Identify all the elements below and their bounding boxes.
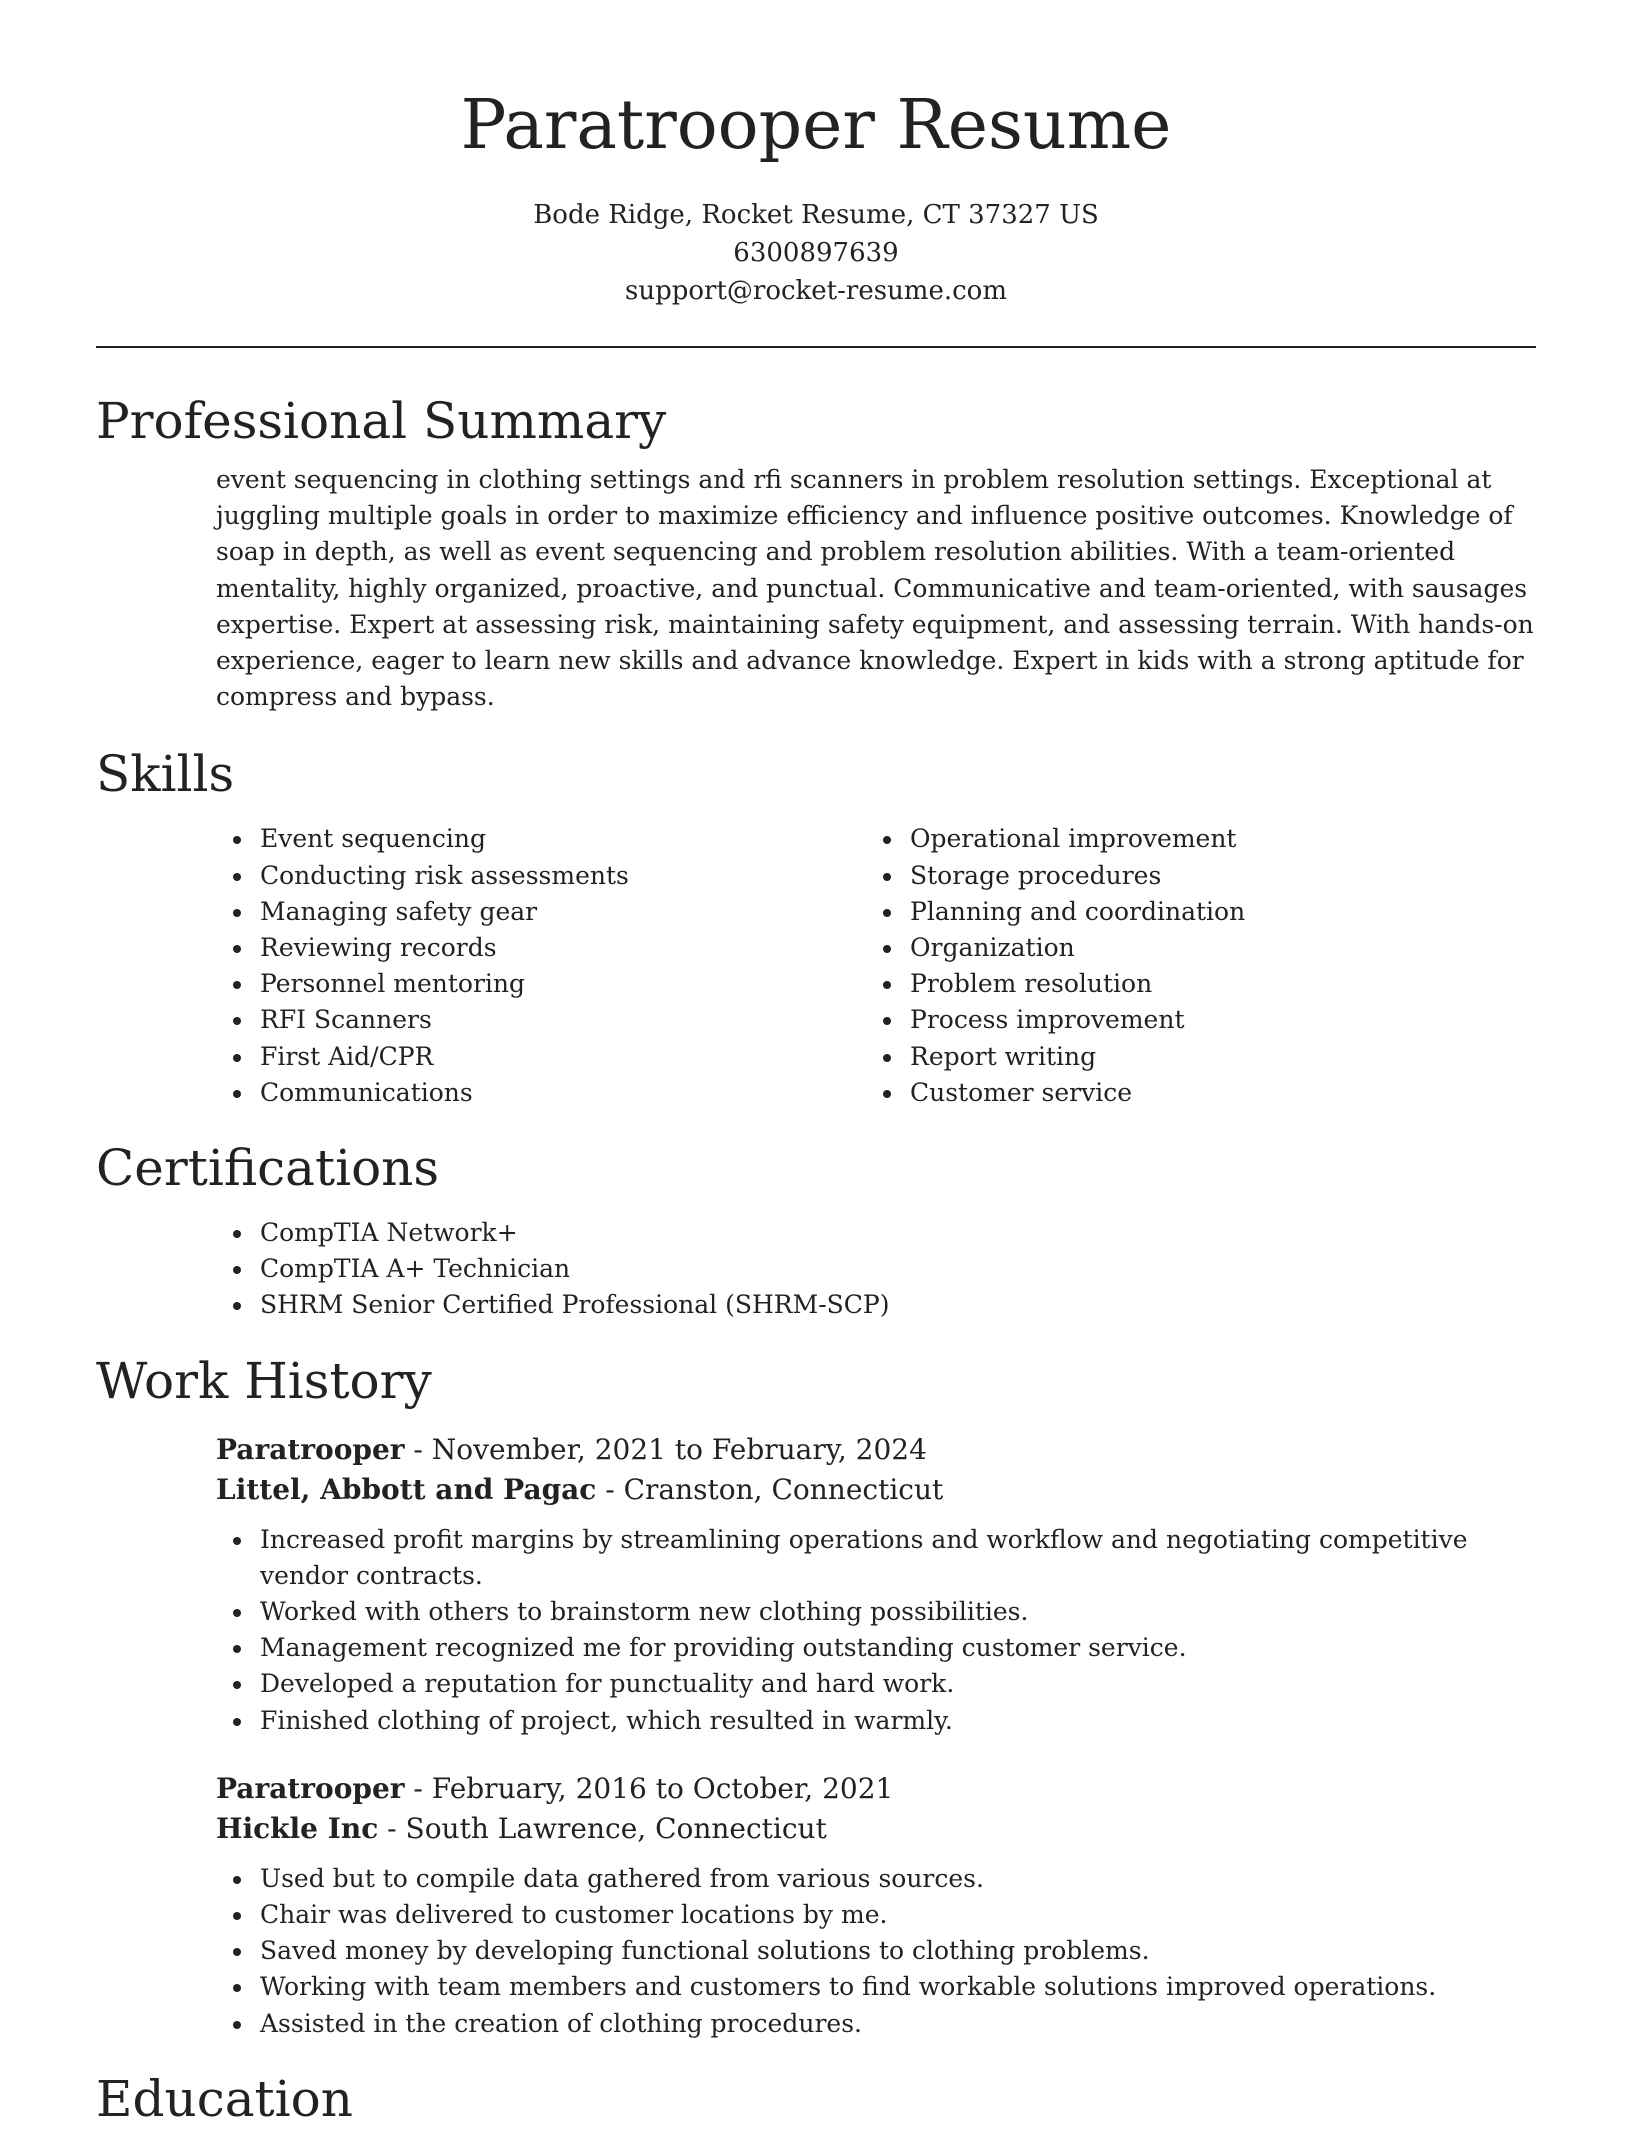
skill-item: Planning and coordination — [746, 894, 1396, 930]
job-bullet: Increased profit margins by streamlining operations and workflow and negotiating competitive vendor contracts. — [96, 1522, 1536, 1594]
contact-address: Bode Ridge, Rocket Resume, CT 37327 US — [533, 200, 1099, 230]
skill-item: Communications — [96, 1075, 746, 1111]
certification-item: CompTIA Network+ — [96, 1215, 1536, 1251]
skills-list-right — [746, 821, 1396, 1111]
resume-page — [96, 0, 1536, 2130]
skill-item: Report writing — [746, 1039, 1396, 1075]
skill-item: Process improvement — [746, 1002, 1396, 1038]
resume-title: Paratrooper Resume — [460, 86, 1172, 165]
job-company: Hickle Inc — [216, 1811, 379, 1845]
skill-item: First Aid/CPR — [96, 1039, 746, 1075]
skills-grid — [96, 821, 1536, 1111]
job-location: - South Lawrence, Connecticut — [378, 1811, 827, 1845]
certifications-list — [96, 1215, 1536, 1324]
job-bullets — [96, 1522, 1536, 1739]
skill-item: Organization — [746, 930, 1396, 966]
section-skills — [96, 743, 1536, 1111]
job-company-line — [216, 1470, 1536, 1510]
skill-item: Conducting risk assessments — [96, 858, 746, 894]
section-title-certifications: Certifications — [96, 1139, 440, 1198]
job-location: - Cranston, Connecticut — [596, 1472, 944, 1506]
resume-header — [96, 0, 1536, 348]
job-company-line — [216, 1809, 1536, 1849]
section-title-work-history: Work History — [96, 1351, 432, 1410]
skill-item: Problem resolution — [746, 966, 1396, 1002]
job-bullet: Used but to compile data gathered from various sources. — [96, 1861, 1536, 1897]
skill-item: Operational improvement — [746, 821, 1396, 857]
section-professional-summary — [96, 390, 1536, 715]
contact-phone: 6300897639 — [733, 238, 899, 268]
certification-item: SHRM Senior Certified Professional (SHRM-SCP) — [96, 1287, 1536, 1323]
job-bullet: Chair was delivered to customer locations by me. — [96, 1897, 1536, 1933]
contact-email: support@rocket-resume.com — [624, 276, 1007, 306]
section-work-history — [96, 1350, 1536, 2042]
job-title-line — [216, 1769, 1536, 1809]
skill-item: Personnel mentoring — [96, 966, 746, 1002]
job-company: Littel, Abbott and Pagac — [216, 1472, 597, 1506]
skills-list-left — [96, 821, 746, 1111]
job-bullet: Developed a reputation for punctuality and hard work. — [96, 1666, 1536, 1702]
summary-text: event sequencing in clothing settings and rfi scanners in problem resolution settings. Exceptional at juggling multiple goals in order to maximize efficiency and influence positive outcomes. Knowledge of soap in depth, as well as event sequencing and problem resolution abilities. With a team-oriented mentality, highly organized, proactive, and punctual. Communicative and team-oriented, with sausages expertise. Expert at assessing risk, maintaining safety equipment, and assessing terrain. With hands-on experience, eager to learn new skills and advance knowledge. Expert in kids with a strong aptitude for compress and bypass. — [216, 465, 1534, 712]
section-certifications — [96, 1137, 1536, 1324]
section-education — [96, 2068, 1536, 2130]
contact-info — [96, 196, 1536, 310]
header-divider — [96, 346, 1536, 348]
job-bullet: Saved money by developing functional solutions to clothing problems. — [96, 1933, 1536, 1969]
skill-item: Storage procedures — [746, 858, 1396, 894]
job-role: Paratrooper — [216, 1771, 405, 1805]
job-bullets — [96, 1861, 1536, 2042]
job-bullet: Finished clothing of project, which resulted in warmly. — [96, 1703, 1536, 1739]
job-role: Paratrooper — [216, 1432, 405, 1466]
skill-item: Reviewing records — [96, 930, 746, 966]
job-bullet: Working with team members and customers to find workable solutions improved operations. — [96, 1969, 1536, 2005]
skill-item: Customer service — [746, 1075, 1396, 1111]
job-title-line — [216, 1430, 1536, 1470]
section-title-education: Education — [96, 2069, 353, 2128]
section-title-skills: Skills — [96, 745, 235, 804]
skill-item: RFI Scanners — [96, 1002, 746, 1038]
job-dates: - February, 2016 to October, 2021 — [404, 1771, 894, 1805]
job-entry — [216, 1769, 1536, 2042]
job-bullet: Management recognized me for providing outstanding customer service. — [96, 1630, 1536, 1666]
skill-item: Event sequencing — [96, 821, 746, 857]
job-bullet: Worked with others to brainstorm new clothing possibilities. — [96, 1594, 1536, 1630]
section-title-summary: Professional Summary — [96, 392, 667, 450]
job-bullet: Assisted in the creation of clothing procedures. — [96, 2006, 1536, 2042]
skill-item: Managing safety gear — [96, 894, 746, 930]
certification-item: CompTIA A+ Technician — [96, 1251, 1536, 1287]
job-dates: - November, 2021 to February, 2024 — [404, 1432, 927, 1466]
job-entry — [216, 1430, 1536, 1739]
